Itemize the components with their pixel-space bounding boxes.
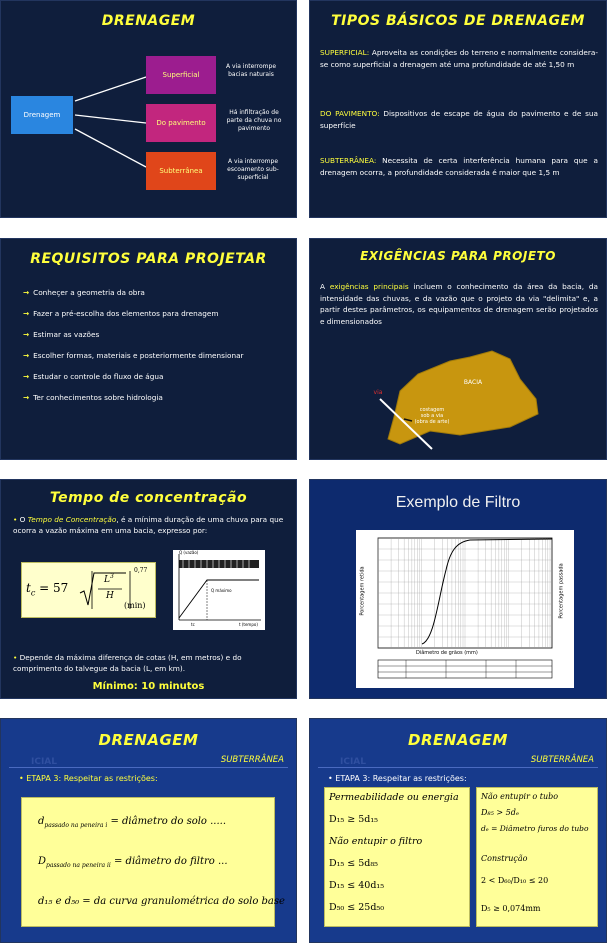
ghost-text: ICIAL [340, 757, 367, 767]
text-subterranea: Necessita de certa interferência humana para que a drenagem ocorra, a profundidade considerada é maior que 1,5 m [320, 156, 598, 177]
arrow-icon: → [23, 372, 30, 381]
slide-title: REQUISITOS PARA PROJETAR [30, 251, 267, 267]
desc-pavimento: Há infiltração de parte da chuva no pavimento [226, 109, 282, 132]
box-subterranea: Subterrânea [146, 152, 216, 190]
arrow-icon: → [23, 393, 30, 402]
restrictions-left-box [324, 787, 470, 927]
right-line: D₅ ≥ 0,074mm [481, 904, 541, 913]
key-pavimento: DO PAVIMENTO: [320, 109, 380, 118]
desc-superficial: A via interrompe bacias naturais [225, 63, 277, 78]
slide-subtitle: SUBTERRÂNEA [530, 755, 594, 765]
slide-title: Tempo de concentração [49, 490, 248, 506]
slide-drenagem-subterranea-1 [0, 718, 297, 943]
slide-exemplo-filtro [309, 479, 607, 699]
restriction-line-2: $D_{passado na peneira ii}$ = diâmetro do filtro ... [38, 856, 228, 869]
formula-box [21, 562, 156, 618]
left-line: D₁₅ ≤ 40d₁₅ [329, 880, 385, 891]
slide-exigencias [309, 238, 607, 460]
x-axis-label: Diâmetro de grãos (mm) [416, 650, 478, 656]
left-line: D₅₀ ≤ 25d₅₀ [329, 902, 385, 913]
graph-x-label: t (tempo) [239, 622, 258, 627]
formula-unit: (min) [124, 601, 146, 610]
list-item: → Conheçer a geometria da obra [23, 288, 145, 297]
bullet-depende: • Depende da máxima diferença de cotas (H, em metros) e do comprimento do talvegue da bacia (L, em km). [13, 653, 242, 673]
exigencias-text: A exigências principais incluem o conhecimento da área da bacia, da intensidade das chuvas, e da vazão que o projeto da via "delimita" e, a partir destes parâmetros, os equipamentos de drenagem serão projetados e dimensionados [320, 282, 599, 326]
list-item: → Ter conhecimentos sobre hidrologia [23, 393, 163, 402]
etapa-text: • ETAPA 3: Respeitar as restrições: [328, 774, 467, 783]
right-line: 2 < D₆₀/D₁₀ ≤ 20 [481, 876, 549, 885]
left-line: D₁₅ ≤ 5d₈₅ [329, 858, 378, 869]
formula-L: $L^3$ [104, 573, 114, 585]
granulometry-svg [356, 530, 574, 688]
box-pavimento: Do pavimento [146, 104, 216, 142]
arrow-icon: → [23, 309, 30, 318]
hydrograph [173, 550, 265, 630]
granulometry-chart [356, 530, 574, 688]
slide-title: DRENAGEM [98, 731, 199, 749]
slide-title: DRENAGEM [101, 13, 196, 29]
label-via: via [373, 389, 383, 396]
slide-tempo-concentracao [0, 479, 297, 699]
right-line: Não entupir o tubo [481, 792, 559, 801]
etapa-text: • ETAPA 3: Respeitar as restrições: [19, 774, 158, 783]
left-line: Permeabilidade ou energia [329, 792, 459, 803]
list-item: → Escolher formas, materiais e posteriormente dimensionar [23, 351, 244, 360]
restriction-line-1: $d_{passado na peneira i}$ = diâmetro do solo ..... [38, 816, 227, 829]
bacia-diagram [310, 239, 607, 460]
key-superficial: SUPERFICIAL: [320, 48, 370, 57]
slide-drenagem-subterranea-2 [309, 718, 607, 943]
slide-requisitos [0, 238, 297, 460]
list-item: → Estimar as vazões [23, 330, 100, 339]
right-line: D₈₅ > 5dₑ [481, 808, 519, 817]
slide-tipos-basicos [309, 0, 607, 218]
graph-mid-label: Q máximo [211, 588, 232, 593]
arrow-icon: → [23, 330, 30, 339]
text-pavimento: Dispositivos de escape de água do pavimento e de sua superfície [320, 109, 598, 130]
graph-tc-label: tc [191, 622, 195, 627]
list-item: → Fazer a pré-escolha dos elementos para drenagem [23, 309, 219, 318]
formula: $t_c = 57$ [26, 581, 69, 598]
formula-H: H [106, 591, 114, 601]
box-superficial: Superficial [146, 56, 216, 94]
formula-exp: 0,77 [134, 567, 148, 574]
restriction-line-3: d₁₅ e d₅₀ = da curva granulométrica do solo base [38, 896, 285, 907]
list-item: → Estudar o controle do fluxo de água [23, 372, 164, 381]
right-line: dₑ = Diâmetro furos do tubo [481, 824, 589, 833]
y-axis-label-left: Porcentagem retida [359, 566, 366, 616]
ghost-text: ICIAL [31, 757, 58, 767]
paragraph-subterranea [320, 155, 598, 179]
right-line: Construção [481, 854, 528, 863]
slide-title: DRENAGEM [408, 731, 508, 749]
left-line: D₁₅ ≥ 5d₁₅ [329, 814, 378, 825]
slide-title: Exemplo de Filtro [395, 494, 521, 511]
desc-subterranea: A via interrompe escoamento sub-superficial [227, 158, 279, 181]
slide-drenagem [0, 0, 297, 218]
key-subterranea: SUBTERRÂNEA: [320, 156, 377, 165]
arrow-icon: → [23, 288, 30, 297]
label-bacia: BACIA [463, 379, 483, 386]
paragraph-superficial [320, 47, 598, 71]
requisitos-list [23, 287, 283, 413]
y-axis-label-right: Porcentagem passada [558, 563, 565, 619]
arrow-icon: → [23, 351, 30, 360]
slide-title: EXIGÊNCIAS PARA PROJETO [360, 249, 556, 263]
label-costagem: costagem sob a via (obra de arte) [414, 407, 450, 425]
left-line: Não entupir o filtro [329, 836, 423, 847]
restrictions-right-box [476, 787, 598, 927]
minimo-text: Mínimo: 10 minutos [92, 681, 205, 692]
intro-text: • O Tempo de Concentração, é a mínima duração de uma chuva para que ocorra a vazão máxima em uma bacia, expresso por: [13, 515, 284, 535]
slide-subtitle: SUBTERRÂNEA [220, 755, 284, 765]
drenagem-center-box: Drenagem [11, 96, 73, 134]
slide-title: TIPOS BÁSICOS DE DRENAGEM [331, 13, 585, 29]
restrictions-box [21, 797, 285, 927]
paragraph-pavimento [320, 108, 598, 132]
text-superficial: Aproveita as condições do terreno e normalmente considera-se como superficial a drenagem até uma profundidade de até 1,50 m [320, 48, 598, 69]
graph-y-label: Q (vazão) [179, 550, 199, 555]
